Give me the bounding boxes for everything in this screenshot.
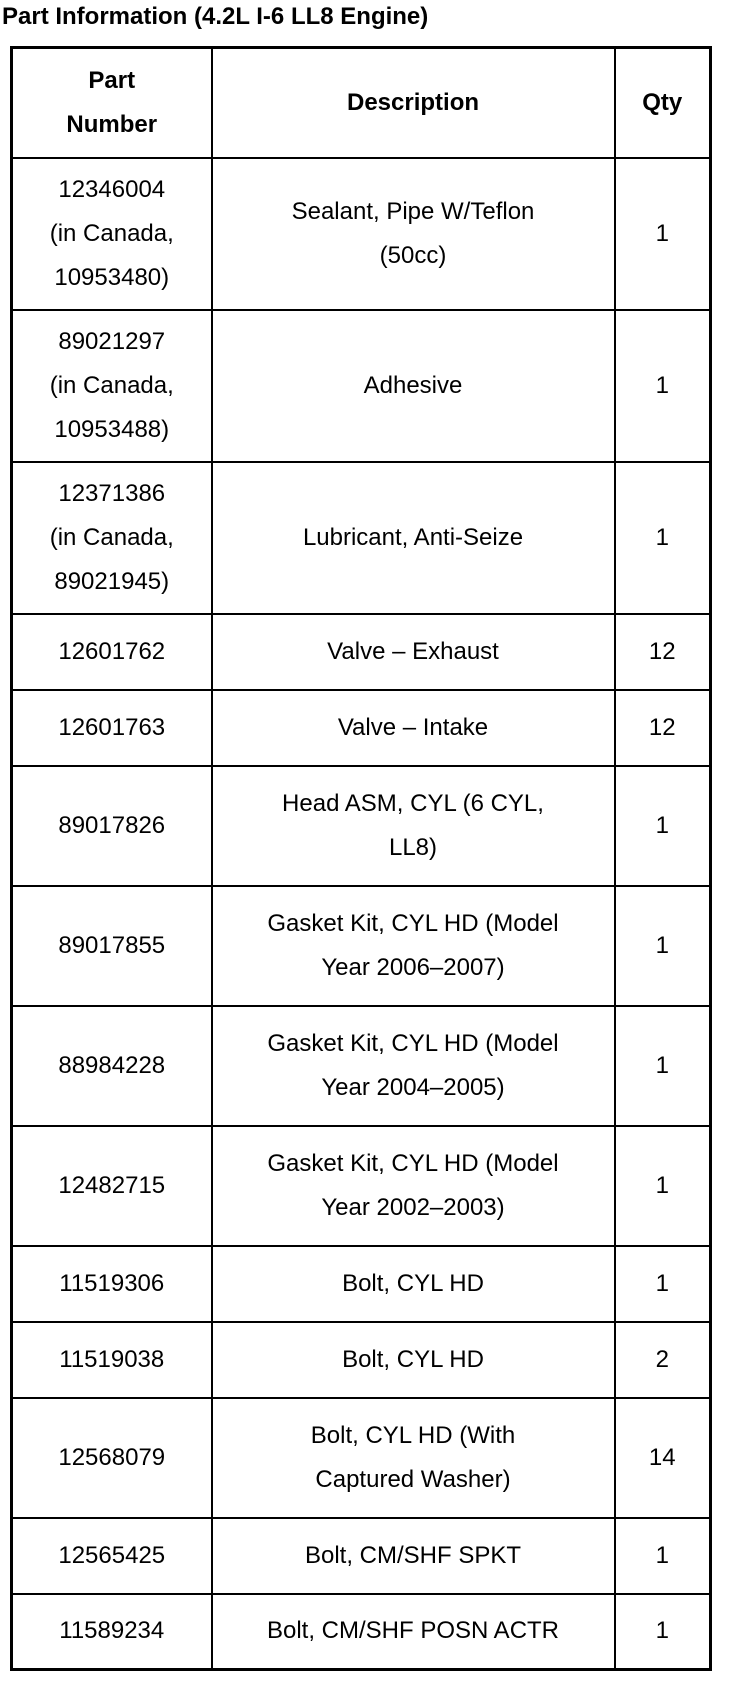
part-number-cell: 11519038	[12, 1322, 212, 1398]
qty-cell: 1	[615, 886, 711, 1006]
part-number-cell: 12601762	[12, 614, 212, 690]
qty-cell: 1	[615, 1594, 711, 1670]
part-number-cell: 12482715	[12, 1126, 212, 1246]
part-number-cell: 12565425	[12, 1518, 212, 1594]
column-header-part-number: Part Number	[12, 48, 212, 158]
part-number-cell: 12568079	[12, 1398, 212, 1518]
table-row	[12, 1006, 711, 1126]
table-row	[12, 1594, 711, 1670]
table-row	[12, 1322, 711, 1398]
description-cell: Bolt, CYL HD	[212, 1322, 615, 1398]
table-row	[12, 690, 711, 766]
description-cell: Gasket Kit, CYL HD (Model Year 2002–2003)	[212, 1126, 615, 1246]
description-cell: Head ASM, CYL (6 CYL, LL8)	[212, 766, 615, 886]
qty-cell: 1	[615, 462, 711, 614]
part-number-cell: 89017855	[12, 886, 212, 1006]
qty-cell: 1	[615, 310, 711, 462]
column-header-description: Description	[212, 48, 615, 158]
part-number-cell: 89017826	[12, 766, 212, 886]
table-row	[12, 614, 711, 690]
table-header-row	[12, 48, 711, 158]
table-row	[12, 1518, 711, 1594]
table-row	[12, 766, 711, 886]
description-cell: Gasket Kit, CYL HD (Model Year 2006–2007)	[212, 886, 615, 1006]
qty-cell: 14	[615, 1398, 711, 1518]
part-number-cell: 12371386 (in Canada, 89021945)	[12, 462, 212, 614]
part-number-cell: 11589234	[12, 1594, 212, 1670]
parts-table	[10, 46, 712, 1671]
page-title: Part Information (4.2L I-6 LL8 Engine)	[2, 3, 429, 30]
part-number-cell: 89021297 (in Canada, 10953488)	[12, 310, 212, 462]
table-row	[12, 1398, 711, 1518]
table-row	[12, 462, 711, 614]
description-cell: Bolt, CYL HD (With Captured Washer)	[212, 1398, 615, 1518]
part-number-cell: 88984228	[12, 1006, 212, 1126]
part-number-cell: 11519306	[12, 1246, 212, 1322]
qty-cell: 1	[615, 1126, 711, 1246]
qty-cell: 1	[615, 158, 711, 310]
qty-cell: 1	[615, 1518, 711, 1594]
qty-cell: 1	[615, 766, 711, 886]
description-cell: Valve – Exhaust	[212, 614, 615, 690]
table-row	[12, 1126, 711, 1246]
description-cell: Gasket Kit, CYL HD (Model Year 2004–2005)	[212, 1006, 615, 1126]
description-cell: Valve – Intake	[212, 690, 615, 766]
description-cell: Lubricant, Anti-Seize	[212, 462, 615, 614]
qty-cell: 12	[615, 690, 711, 766]
description-cell: Sealant, Pipe W/Teflon (50cc)	[212, 158, 615, 310]
column-header-qty: Qty	[615, 48, 711, 158]
qty-cell: 2	[615, 1322, 711, 1398]
qty-cell: 1	[615, 1006, 711, 1126]
part-number-cell: 12601763	[12, 690, 212, 766]
table-row	[12, 310, 711, 462]
description-cell: Bolt, CM/SHF SPKT	[212, 1518, 615, 1594]
part-number-cell: 12346004 (in Canada, 10953480)	[12, 158, 212, 310]
table-row	[12, 158, 711, 310]
qty-cell: 1	[615, 1246, 711, 1322]
description-cell: Bolt, CM/SHF POSN ACTR	[212, 1594, 615, 1670]
table-row	[12, 886, 711, 1006]
description-cell: Bolt, CYL HD	[212, 1246, 615, 1322]
description-cell: Adhesive	[212, 310, 615, 462]
qty-cell: 12	[615, 614, 711, 690]
table-row	[12, 1246, 711, 1322]
